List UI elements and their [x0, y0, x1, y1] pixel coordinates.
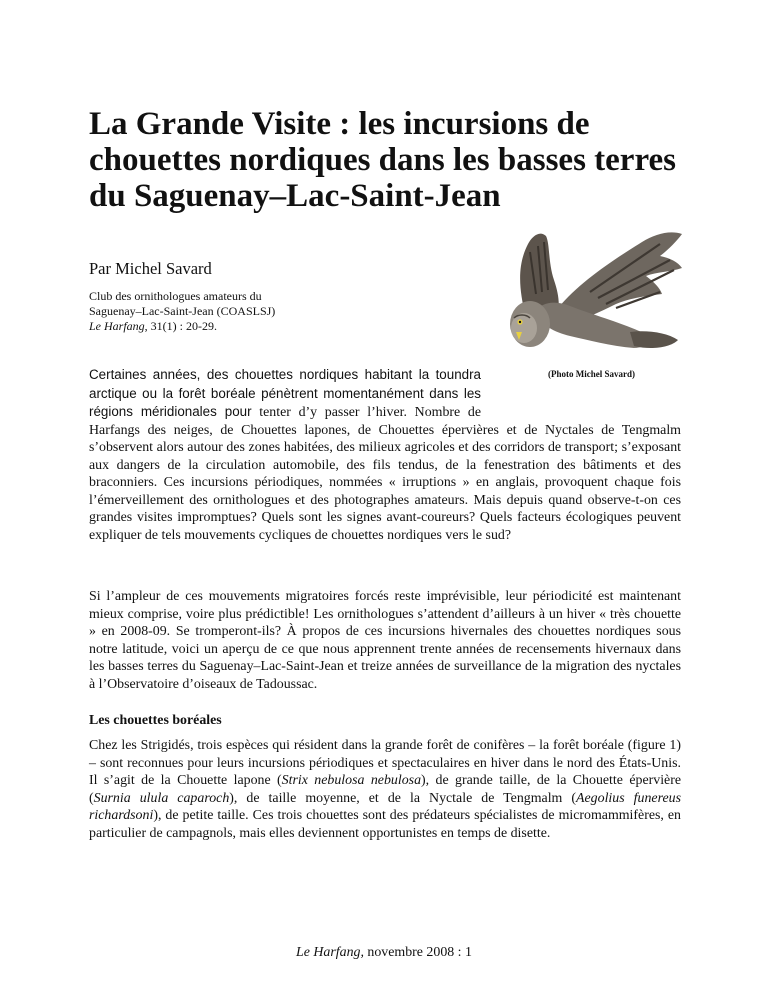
great-gray-owl-icon: [470, 222, 696, 374]
page-footer: [0, 945, 768, 961]
species-great-gray-owl: Strix nebulosa nebulosa: [281, 773, 422, 788]
journal-citation: , 31(1) : 20-29.: [144, 319, 217, 333]
species-hawk-owl: Surnia ulula caparoch: [93, 790, 230, 806]
author-byline: Par Michel Savard: [89, 259, 212, 278]
journal-name: Le Harfang: [89, 319, 145, 333]
paragraph-two: Si l’ampleur de ces mouvements migratoires forcés reste imprévisible, leur périodicité est maintenant mieux comprise, voire plus prédictible! Les ornithologues s’attendent d’ailleurs à un hiver « très chouette » en 2008-09. Se tromperont-ils? À propos de ces incursions hivernales des chouettes nordiques sous notre latitude, voici un aperçu de ce que nous apprennent trente années de recensements hivernaux dans les basses terres du Saguenay–Lac-Saint-Jean et treize années de surveillance de la migration des nyctales à l’Observatoire d’oiseaux de Tadoussac.: [89, 589, 681, 692]
footer-journal: Le Harfang,: [296, 945, 364, 960]
photo-credit: (Photo Michel Savard): [548, 369, 635, 379]
p3-text-a: Chez les Strigidés, trois espèces qui résident dans la grande forêt de conifères – la forêt boréale (figure 1) – sont reconnues pour leurs incursions périodiques et spectaculaires en hiver dans le nord des États-Unis. Il s’agit de la Chouette lapone (: [89, 738, 681, 788]
intro-rest: tenter d’y passer l’hiver. Nombre de Harfangs des neiges, de Chouettes lapones, de Chouettes épervières et de Nyctales de Tengmalm s’observent alors autour des zones habitées, des milieux agricoles et des corridors de transport; s’exposant aux dangers de la circulation automobile, des fils tendus, de la fenestration des bâtiments et des braconniers. Ces incursions périodiques, nommées « irruptions » en anglais, provoquent chaque fois l’émerveillement des ornithologues et des photographes amateurs. Mais depuis quand observe-t-on ces grandes visites impromptues? Quels sont les signes avant-coureurs? Quels facteurs écologiques peuvent expliquer de tels mouvements cycliques de chouettes nordiques vers le sud?: [89, 405, 681, 543]
section-heading: Les chouettes boréales: [89, 713, 222, 728]
p3-text-c: ), de taille moyenne, et de la Nyctale de Tengmalm (: [229, 790, 577, 806]
paragraph-boreal-owls: [89, 737, 681, 842]
author-affiliation: [89, 289, 359, 334]
article-title: La Grande Visite : les incursions de chouettes nordiques dans les basses terres du Saguenay–Lac-Saint-Jean: [89, 106, 676, 214]
species-boreal-owl: Aegolius funereus richardsoni: [89, 790, 681, 823]
affiliation-line-2: Saguenay–Lac-Saint-Jean (COASLSJ): [89, 304, 276, 318]
p3-text-b: ), de grande taille, de la Chouette épervière (: [89, 773, 682, 806]
paragraph-intro: [89, 366, 681, 544]
footer-page: novembre 2008 : 1: [363, 945, 472, 960]
intro-lead: Certaines années, des chouettes nordiques habitant la toundra arctique ou la forêt boréale pénètrent momentanément dans les régions méridionales pour: [89, 367, 481, 419]
p3-text-d: ), de petite taille. Ces trois chouettes sont des prédateurs spécialistes de micromammifères, en particulier de campagnols, mais elles deviennent opportunistes en temps de disette.: [89, 808, 681, 841]
affiliation-line-1: Club des ornithologues amateurs du: [89, 289, 262, 303]
